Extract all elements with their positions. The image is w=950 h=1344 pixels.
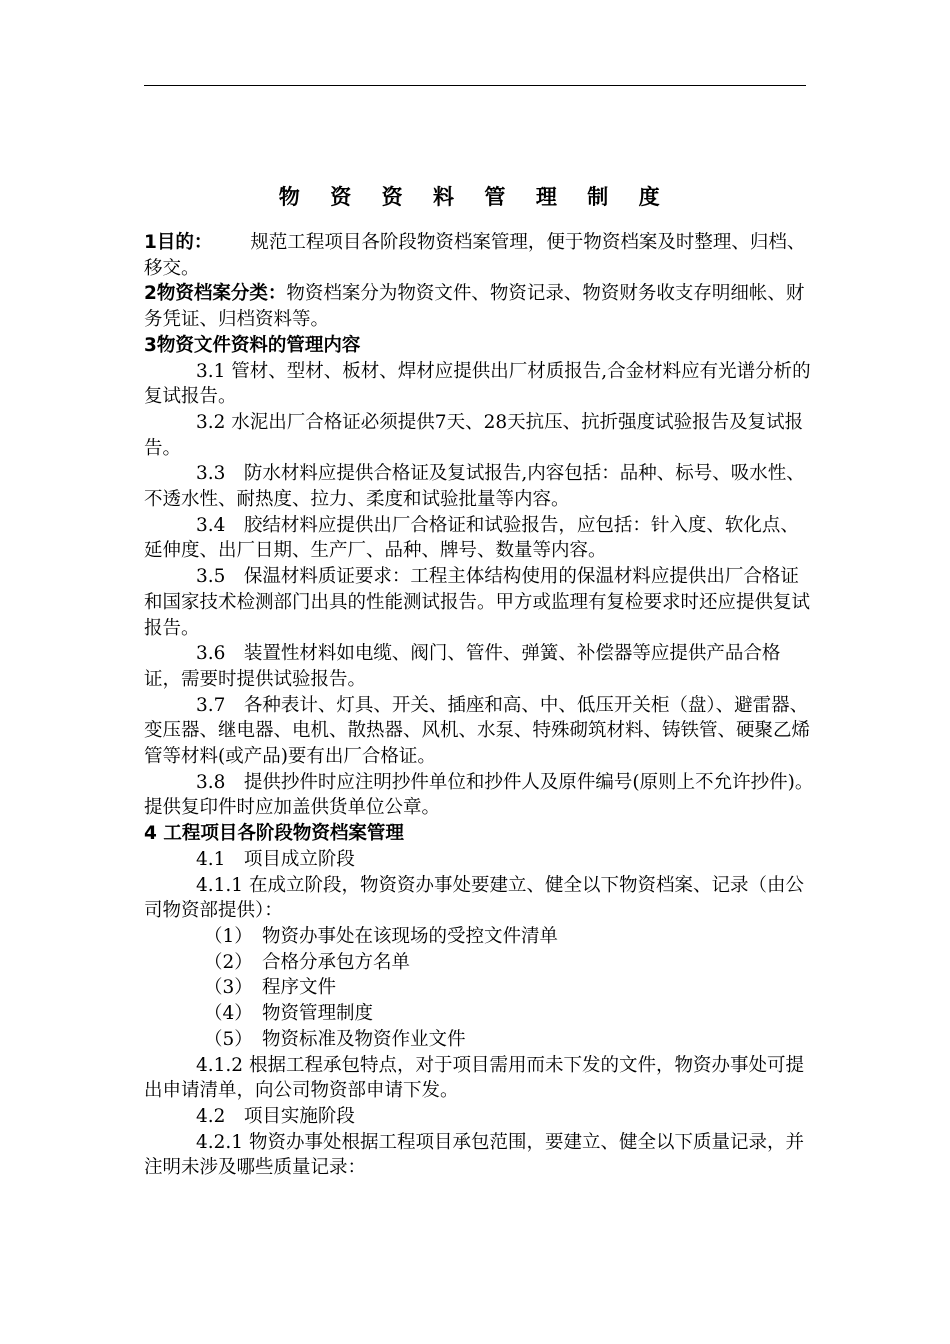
- section-3-heading: 3物资文件资料的管理内容: [144, 334, 361, 356]
- section-3-item: 3.3 防水材料应提供合格证及复试报告,内容包括：品种、标号、吸水性、不透水性、耐热度、拉力、柔度和试验批量等内容。: [144, 463, 805, 511]
- section-1: [144, 230, 814, 281]
- section-1-text: 规范工程项目各阶段物资档案管理，便于物资档案及时整理、归档、移交。: [144, 232, 806, 279]
- page-title: 物 资 资 料 管 理 制 度: [278, 185, 672, 209]
- section-3-item: 3.1 管材、型材、板材、焊材应提供出厂材质报告,合金材料应有光谱分析的复试报告。: [144, 360, 811, 408]
- document-body: [144, 230, 814, 1181]
- section-1-heading: 1目的：: [144, 232, 213, 253]
- section-2-heading: 2物资档案分类：: [144, 283, 287, 305]
- section-3-item: 3.6 装置性材料如电缆、阀门、管件、弹簧、补偿器等应提供产品合格证，需要时提供试验报告。: [144, 643, 781, 690]
- subsection-4-2: 4.2 项目实施阶段: [196, 1105, 355, 1127]
- section-3-item: 3.8 提供抄件时应注明抄件单位和抄件人及原件编号(原则上不允许抄件)。提供复印件时应加盖供货单位公章。: [144, 771, 814, 819]
- section-3-item: 3.7 各种表计、灯具、开关、插座和高、中、低压开关柜（盘）、避雷器、变压器、继电器、电机、散热器、风机、水泵、特殊砌筑材料、铸铁管、硬聚乙烯管等材料(或产品)要有出厂合格证。: [144, 694, 811, 768]
- list-item: （1） 物资办事处在该现场的受控文件清单: [204, 925, 559, 947]
- section-2-text: 物资档案分为物资文件、物资记录、物资财务收支存明细帐、财务凭证、归档资料等。: [144, 283, 805, 331]
- section-3-item: 3.5 保温材料质证要求：工程主体结构使用的保温材料应提供出厂合格证和国家技术检测部门出具的性能测试报告。甲方或监理有复检要求时还应提供复试报告。: [144, 566, 811, 639]
- list-item: （3） 程序文件: [204, 977, 337, 999]
- list-item: （5） 物资标准及物资作业文件: [204, 1028, 466, 1050]
- list-item: （4） 物资管理制度: [204, 1003, 374, 1025]
- paragraph-4-2-1: 4.2.1 物资办事处根据工程项目承包范围，要建立、健全以下质量记录，并注明未涉及哪些质量记录：: [144, 1131, 804, 1179]
- section-3-item: 3.2 水泥出厂合格证必须提供7天、28天抗压、抗折强度试验报告及复试报告。: [144, 411, 804, 459]
- header-rule: [144, 85, 806, 86]
- section-2: [144, 281, 814, 332]
- list-item: （2） 合格分承包方名单: [204, 951, 411, 973]
- paragraph-4-1-2: 4.1.2 根据工程承包特点，对于项目需用而未下发的文件，物资办事处可提出申请清单，向公司物资部申请下发。: [144, 1054, 804, 1102]
- section-3-item: 3.4 胶结材料应提供出厂合格证和试验报告，应包括：针入度、软化点、延伸度、出厂日期、生产厂、品种、牌号、数量等内容。: [144, 514, 799, 562]
- subsection-4-1: 4.1 项目成立阶段: [196, 848, 355, 870]
- section-4-heading: 4 工程项目各阶段物资档案管理: [144, 823, 404, 845]
- paragraph-4-1-1: 4.1.1 在成立阶段，物资资办事处要建立、健全以下物资档案、记录（由公司物资部提供）：: [144, 874, 804, 922]
